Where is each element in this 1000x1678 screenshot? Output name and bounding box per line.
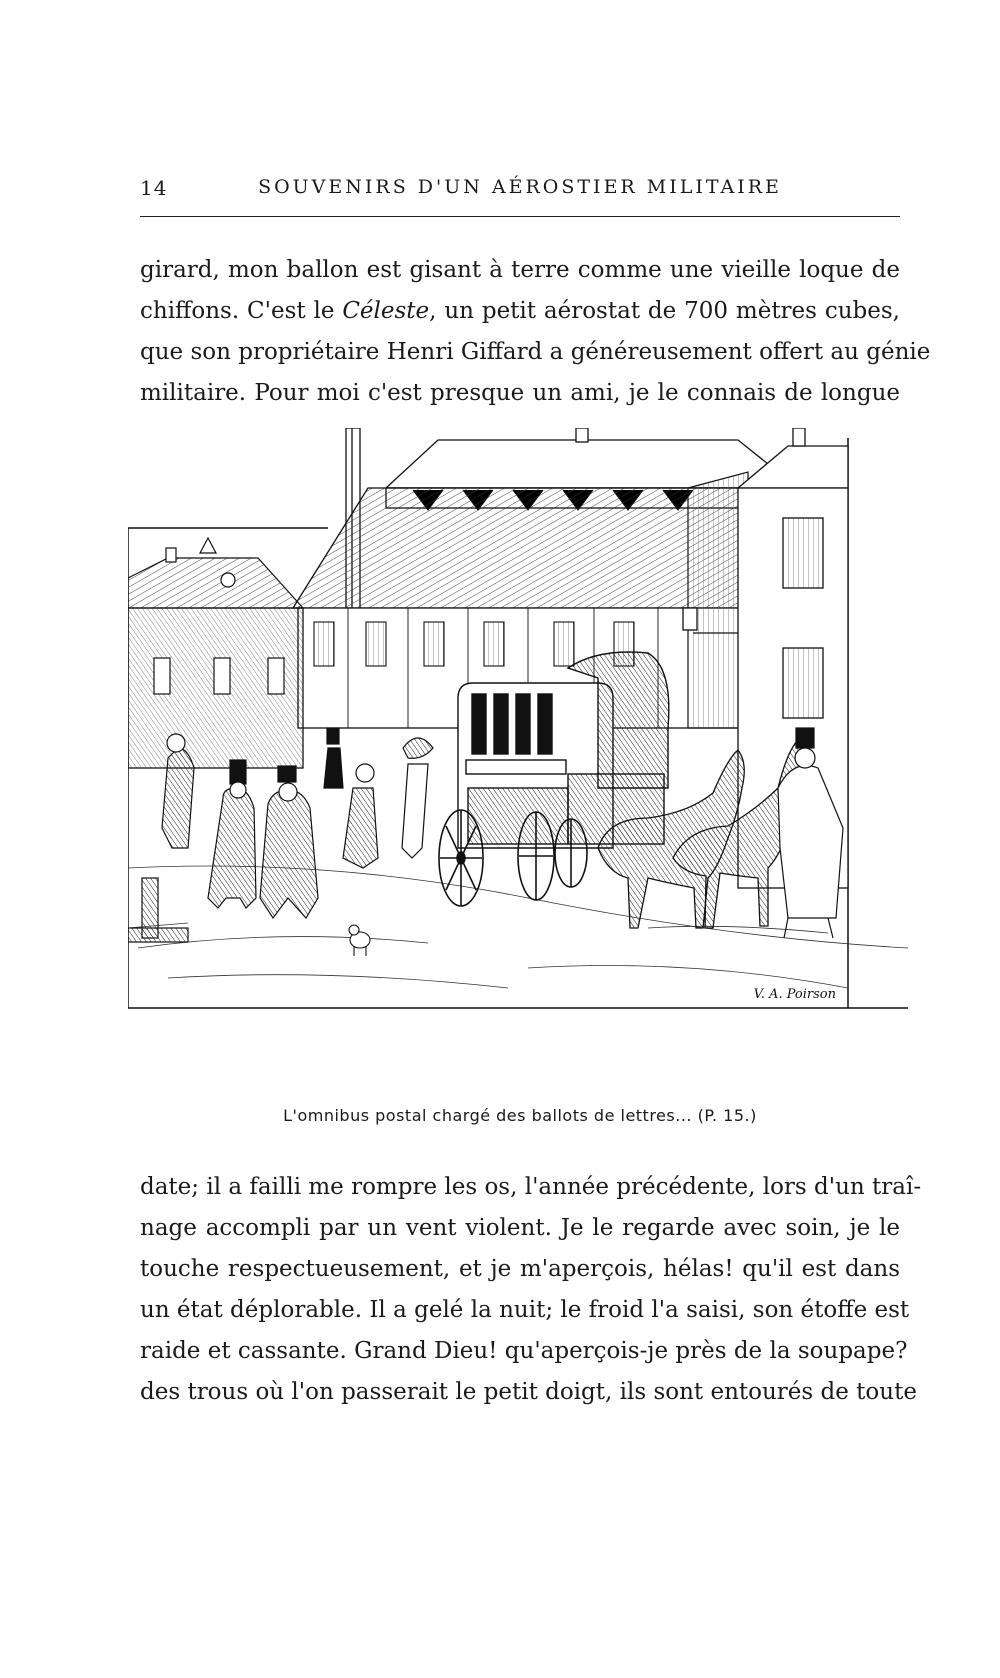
page-number: 14 — [140, 176, 168, 200]
left-building — [128, 538, 303, 768]
hangar-main-roof — [293, 488, 748, 608]
dog — [349, 925, 370, 956]
text-line: girard, mon ballon est gisant à terre comme une vieille loque de — [140, 257, 900, 283]
text-line: chiffons. C'est le Céleste, un petit aérostat de 700 mètres cubes, — [140, 298, 900, 324]
text-line: touche respectueusement, et je m'aperçois, hélas! qu'il est dans — [140, 1256, 900, 1282]
running-title: SOUVENIRS D'UN AÉROSTIER MILITAIRE — [258, 176, 782, 198]
text-line: raide et cassante. Grand Dieu! qu'aperçois-je près de la soupape? — [140, 1338, 908, 1364]
text-line: date; il a failli me rompre les os, l'année précédente, lors d'un traî- — [140, 1174, 922, 1200]
text-line: des trous où l'on passerait le petit doigt, ils sont entourés de toute — [140, 1379, 917, 1405]
paragraph-top — [140, 250, 931, 414]
text-line: nage accompli par un vent violent. Je le regarde avec soin, je le — [140, 1215, 900, 1241]
artist-signature: V. A. Poirson — [753, 987, 836, 1002]
text-line: un état déplorable. Il a gelé la nuit; le froid l'a saisi, son étoffe est — [140, 1297, 910, 1323]
illustration-svg — [128, 428, 908, 1078]
engraving-illustration — [128, 428, 908, 1078]
text-line: militaire. Pour moi c'est presque un ami, je le connais de longue — [140, 380, 900, 406]
ship-name-italic: Céleste — [342, 298, 430, 324]
wooden-post — [128, 878, 188, 942]
text-line: que son propriétaire Henri Giffard a généreusement offert au génie — [140, 339, 931, 365]
header-rule — [140, 216, 900, 217]
figure-caption: L'omnibus postal chargé des ballots de lettres... (P. 15.) — [283, 1106, 757, 1125]
paragraph-bottom — [140, 1167, 922, 1413]
running-head — [140, 170, 900, 210]
